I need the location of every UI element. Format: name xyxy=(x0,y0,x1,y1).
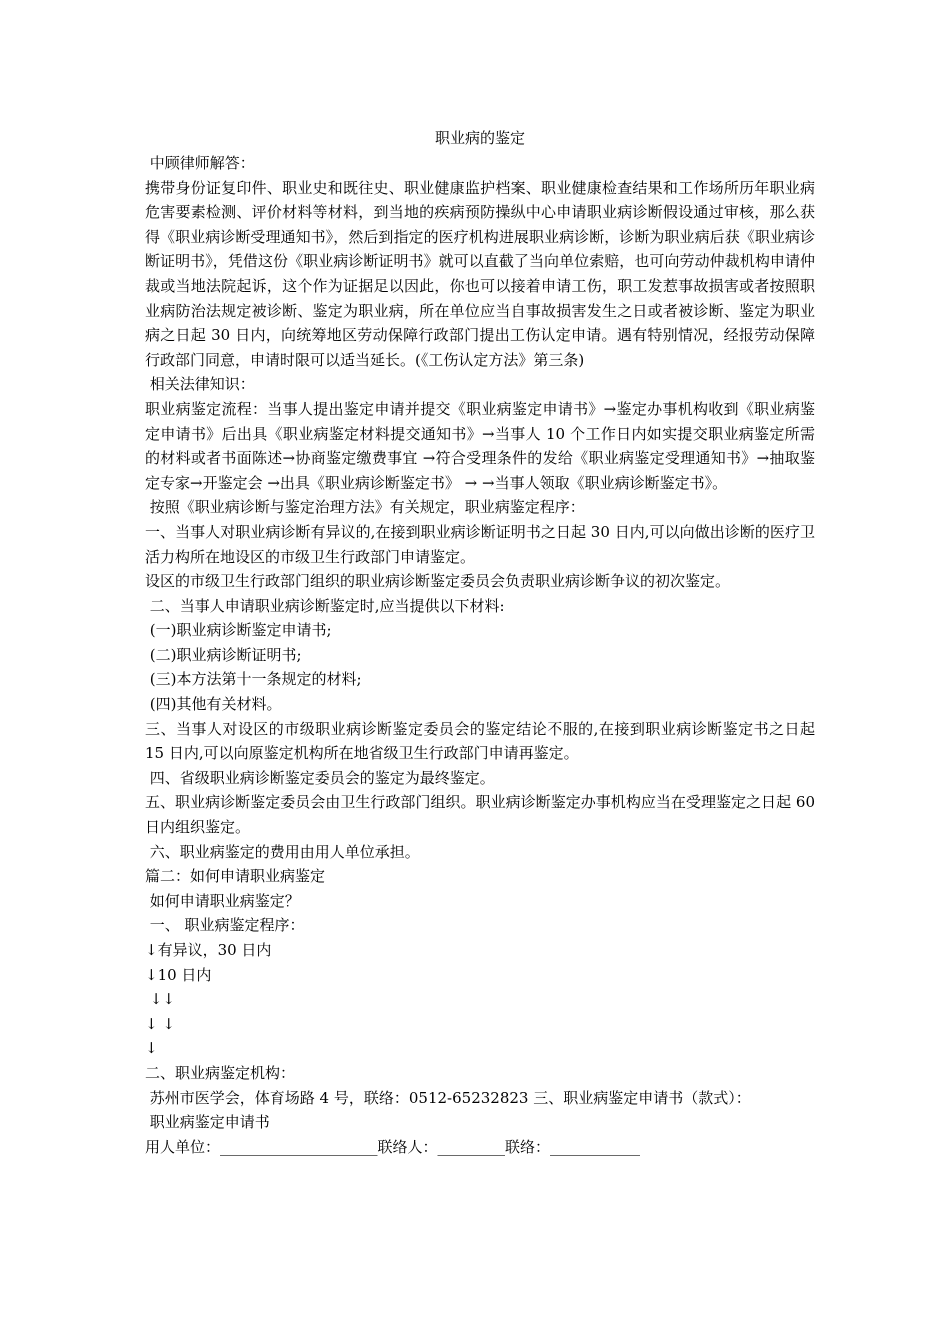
institution-heading: 二、职业病鉴定机构： xyxy=(145,1063,296,1082)
procedure-item-3: 三、当事人对设区的市级职业病诊断鉴定委员会的鉴定结论不服的,在接到职业病诊断鉴定书之日起 15 日内,可以向原鉴定机构所在地省级卫生行政部门申请再鉴定。 xyxy=(145,719,815,763)
law-heading: 相关法律知识： xyxy=(145,375,255,394)
arrow-line-2: ↓10 日内 xyxy=(145,965,212,984)
form-employer-line: 用人单位：_____________________联络人：_________联络：____________ xyxy=(145,1137,641,1156)
procedure-item-4: 四、省级职业病诊断鉴定委员会的鉴定为最终鉴定。 xyxy=(145,768,495,787)
material-4: (四)其他有关材料。 xyxy=(145,695,282,714)
form-title: 职业病鉴定申请书 xyxy=(145,1113,270,1132)
procedure-item-6: 六、职业病鉴定的费用由用人单位承担。 xyxy=(145,842,420,861)
institution-contact: 苏州市医学会，体育场路 4 号，联络：0512-65232823 三、职业病鉴定申请书（款式）： xyxy=(145,1088,751,1107)
answer-heading: 中顾律师解答： xyxy=(145,154,255,172)
answer-paragraph: 携带身份证复印件、职业史和既往史、职业健康监护档案、职业健康检查结果和工作场所历年职业病危害要素检测、评价材料等材料，到当地的疾病预防操纵中心申请职业病诊断假设通过审核，那么获得《职业病诊断受理通知书》，然后到指定的医疗机构进展职业病诊断，诊断为职业病后获《职业病诊断证明书》，凭借这份《职业病诊断证明书》就可以直截了当向单位索赔，也可向劳动仲裁机构申请仲裁或当地法院起诉，这个作为证据足以因此，你也可以接着申请工伤，职工发惹事故损害或者按照职业病防治法规定被诊断、鉴定为职业病，所在单位应当自事故损害发生之日或者被诊断、鉴定为职业病之日起 30 日内，向统筹地区劳动保障行政部门提出工伤认定申请。遇有特别情况，经报劳动保障行政部门同意，申请时限可以适当延长。(《工伤认定方法》第三条) xyxy=(145,178,815,369)
procedure-item-1: 一、当事人对职业病诊断有异议的,在接到职业病诊断证明书之日起 30 日内,可以向做出诊断的医疗卫活力构所在地设区的市级卫生行政部门申请鉴定。 xyxy=(145,522,815,566)
procedure-intro: 按照《职业病诊断与鉴定治理方法》有关规定，职业病鉴定程序： xyxy=(145,498,585,517)
document-title: 职业病的鉴定 xyxy=(434,129,525,147)
section-two-question: 如何申请职业病鉴定？ xyxy=(145,891,300,910)
arrow-line-5: ↓ xyxy=(145,1039,158,1058)
material-3: (三)本方法第十一条规定的材料; xyxy=(145,670,362,689)
arrow-line-4: ↓ ↓ xyxy=(145,1014,175,1033)
process-paragraph: 职业病鉴定流程：当事人提出鉴定申请并提交《职业病鉴定申请书》→鉴定办事机构收到《职业病鉴定申请书》后出具《职业病鉴定材料提交通知书》→当事人 10 个工作日内如实提交职业病鉴定所需的材料或者书面陈述→协商鉴定缴费事宜 →符合受理条件的发给《职业病鉴定受理通知书》→抽取鉴定专家→开鉴定会 →出具《职业病诊断鉴定书》 → →当事人领取《职业病诊断鉴定书》。 xyxy=(145,399,815,492)
section-two-heading: 篇二：如何申请职业病鉴定 xyxy=(145,867,326,886)
procedure-item-5: 五、职业病诊断鉴定委员会由卫生行政部门组织。职业病诊断鉴定办事机构应当在受理鉴定之日起 60 日内组织鉴定。 xyxy=(145,793,815,837)
arrow-line-3: ↓↓ xyxy=(145,990,175,1009)
procedure-item-2: 二、当事人申请职业病诊断鉴定时,应当提供以下材料: xyxy=(145,596,505,615)
material-2: (二)职业病诊断证明书; xyxy=(145,645,302,664)
arrow-line-1: ↓有异议，30 日内 xyxy=(145,941,272,959)
material-1: (一)职业病诊断鉴定申请书; xyxy=(145,621,332,640)
procedure-note: 设区的市级卫生行政部门组织的职业病诊断鉴定委员会负责职业病诊断争议的初次鉴定。 xyxy=(145,572,731,591)
document-page xyxy=(145,126,815,1159)
section-two-procedure: 一、 职业病鉴定程序： xyxy=(145,916,305,935)
